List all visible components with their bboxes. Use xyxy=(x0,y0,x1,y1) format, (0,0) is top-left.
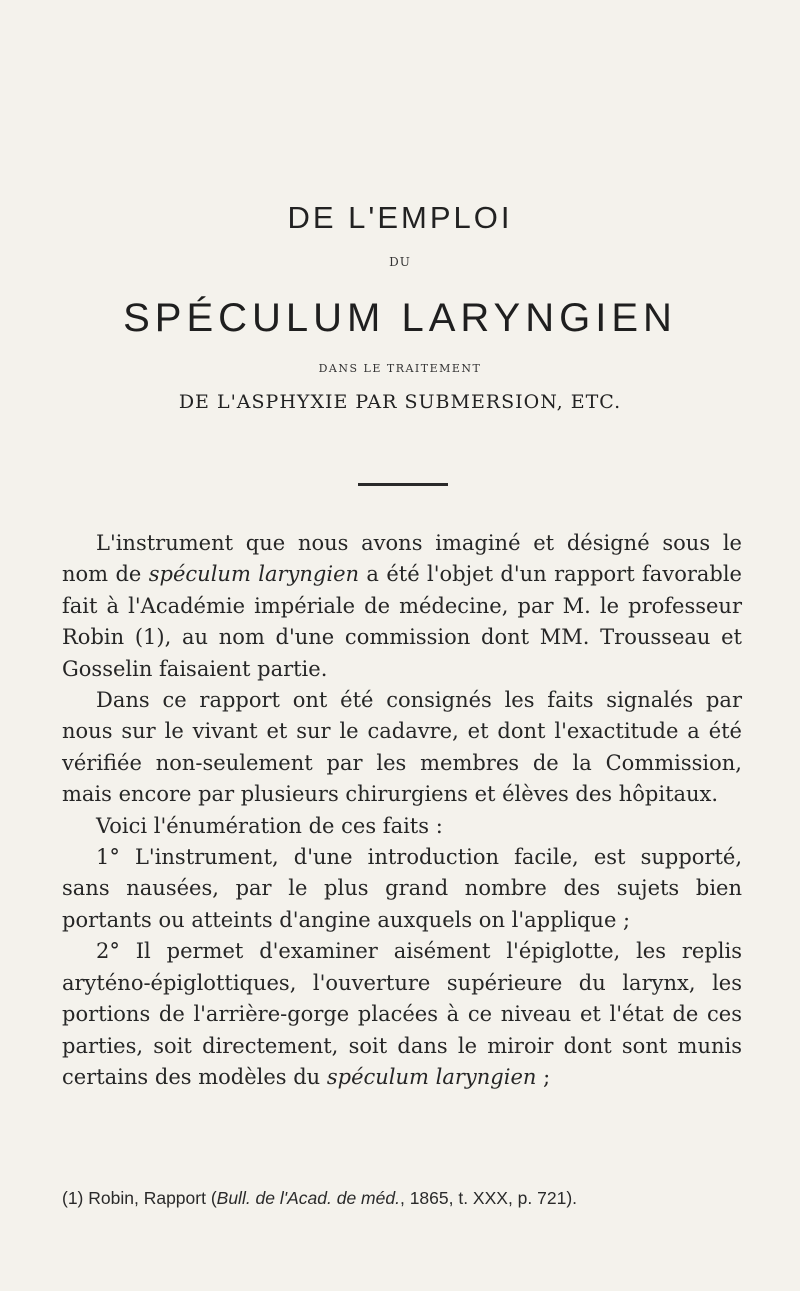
paragraph-1-italic: spéculum laryngien xyxy=(148,562,360,587)
body-text xyxy=(62,528,742,1093)
paragraph-1-end: a été l'objet d'un rapport favorable fait à l'Académie impériale de médecine, par M. le professeur Robin (1), au nom d'une commission dont MM. Trousseau et Gosselin faisaient partie. xyxy=(62,562,742,681)
paragraph-4: 1° L'instrument, d'une introduction facile, est supporté, sans nausées, par le plus grand nombre des sujets bien portants ou atteints d'angine auxquels on l'applique ; xyxy=(62,845,742,932)
paragraph-5-start: 2° Il permet d'examiner aisément l'épiglotte, les replis aryténo-épiglottiques, l'ouverture supérieure du larynx, les portions de l'arrière-gorge placées à ce niveau et l'état de ces parties, soit directement, soit dans le miroir dont sont munis certains des modèles du xyxy=(62,939,742,1089)
footnote-italic: Bull. de l'Acad. de méd. xyxy=(216,1188,400,1208)
title-du: DU xyxy=(389,255,411,269)
paragraph-3: Voici l'énumération de ces faits : xyxy=(96,813,443,838)
paragraph-5-end: ; xyxy=(536,1064,551,1089)
title-main: SPÉCULUM LARYNGIEN xyxy=(123,296,677,340)
paragraph-1-start: L'instrument que nous avons imaginé et désigné sous le nom de xyxy=(62,531,742,587)
divider-rule xyxy=(358,483,448,486)
title-line-1: DE L'EMPLOI xyxy=(287,200,513,235)
footnote-end: , 1865, t. XXX, p. 721). xyxy=(399,1188,578,1208)
paragraph-5-italic: spéculum laryngien xyxy=(326,1064,537,1089)
title-dans: DANS LE TRAITEMENT xyxy=(318,362,482,375)
paragraph-2: Dans ce rapport ont été consignés les faits signalés par nous sur le vivant et sur le cadavre, et dont l'exactitude a été vérifiée non-seulement par les membres de la Commission, mais encore par plusieurs chirurgiens et élèves des hôpitaux. xyxy=(62,688,742,807)
subtitle: DE L'ASPHYXIE PAR SUBMERSION, ETC. xyxy=(178,391,622,413)
footnote xyxy=(62,1188,742,1209)
paragraph-1 xyxy=(62,528,742,685)
paragraph-5 xyxy=(62,936,742,1093)
footnote-start: (1) Robin, Rapport ( xyxy=(62,1188,217,1208)
